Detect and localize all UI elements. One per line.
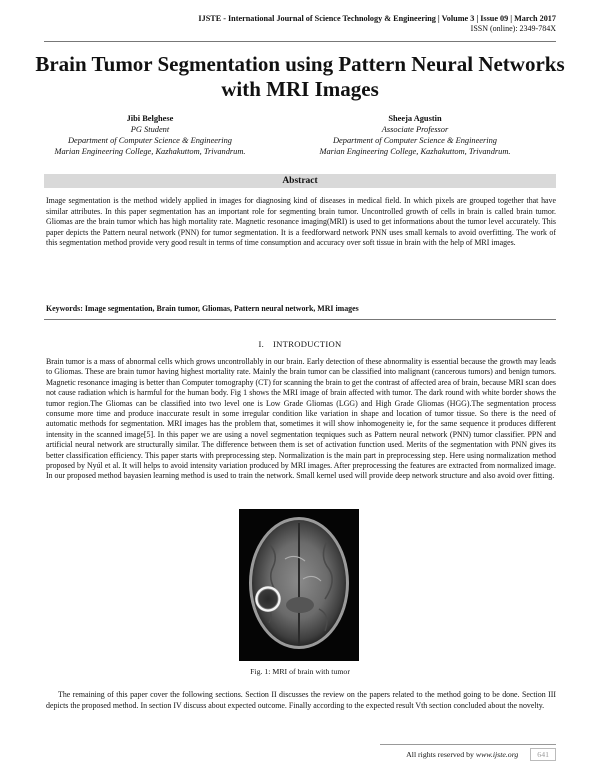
figure-caption: Fig. 1: MRI of brain with tumor <box>250 667 350 676</box>
author-block-2 <box>310 113 520 157</box>
issn: ISSN (online): 2349-784X <box>470 24 556 33</box>
closing-paragraph: The remaining of this paper cover the following sections. Section II discusses the review on the papers related to the method going to be done. Section III depicts the proposed method. In section IV discuss about expected outcome. Finally according to the expected result Vth section concluded about the novelty. <box>46 690 556 710</box>
abstract-heading: Abstract <box>44 174 556 188</box>
paper-title: Brain Tumor Segmentation using Pattern Neural Networks with MRI Images <box>35 52 565 101</box>
author-role: PG Student <box>130 125 170 134</box>
keywords <box>46 304 556 315</box>
footer-rule <box>380 744 556 745</box>
journal-site-link[interactable]: www.ijste.org <box>475 750 519 759</box>
figure-mri-image <box>239 509 359 661</box>
rights-text: All rights reserved by <box>406 750 476 759</box>
author-college: Marian Engineering College, Kazhakuttom, Trivandrum. <box>319 147 511 156</box>
mri-brain-image <box>239 509 359 661</box>
author-block-1 <box>50 113 250 157</box>
keywords-label: Keywords: <box>46 304 83 313</box>
author-name: Sheeja Agustin <box>388 114 442 123</box>
author-college: Marian Engineering College, Kazhakuttom, Trivandrum. <box>54 147 246 156</box>
author-role: Associate Professor <box>381 125 449 134</box>
journal-title: IJSTE - International Journal of Science Technology & Engineering | Volume 3 | Issue 09 | March 2017 <box>198 14 556 23</box>
author-dept: Department of Computer Science & Engineering <box>68 136 232 145</box>
author-dept: Department of Computer Science & Engineering <box>333 136 497 145</box>
header-rule <box>44 41 556 42</box>
abstract-text: Image segmentation is the method widely applied in images for diagnosing kind of diseases in medical field. In which pixels are grouped together that have similar attributes. In this paper segmentation has an important role for segmenting brain tumor. Uncontrolled growth of cells in brain is called brain tumor. Gliomas are the brain tumor which has high mortality rate. Magnetic resonance imaging(MRI) is used to get informations about the tumor level accurately. This paper depicts the Pattern neural network (PNN) for tumor segmentation. It is a feedforward network PNN uses small kernals to avoid overfitting. The work of this segmentation method provide very good result in terms of time consumption and accuracy over soft tissue in brain with the help of MRI images. <box>46 196 556 247</box>
page-number: 641 <box>530 748 556 761</box>
section-heading-introduction: I. INTRODUCTION <box>258 339 342 349</box>
page-footer <box>406 748 556 761</box>
keywords-list: Image segmentation, Brain tumor, Gliomas, Pattern neural network, MRI images <box>84 304 359 313</box>
abstract-rule <box>44 319 556 320</box>
journal-header <box>198 14 556 33</box>
introduction-text: Brain tumor is a mass of abnormal cells which grows uncontrollably in our brain. Early detection of these abnormality is essential because the growth may leads to Gliomas. These are brain tumor having highest mortality rate. Mainly the brain tumor can be classified into malignant (cancerous tumors) and benign tumors. Magnetic resonance imaging is better than Computer tomography (CT) for scanning the brain to get the contrast of affected area of brain, because MRI scan does not cause radiation which is harmful for the human body. Fig 1 shows the MRI image of brain affected with tumor. The dark round with white border shows the tumor region.The Gliomas can be classified into two level one is Low Grade Gliomas (LGG) and High Grade Gliomas (HGG).The segmentation process consume more time and produce inaccurate result in some irregular condition like variation in shape and location of tumor tissue. So there is the need of automatic methods for segmentation. MRI images has the problem that, sometimes it will show inhomogeneity ie, for the same sequence it produces different intensity in the scanned image[5]. In this paper we are using a novel segmentation teqniques such as Pattern neural network (PNN) tumor classifier. PPN and artificial neural network are structurally similar. The difference between them is set of activation function used. Merits of the segmentation with PNN gives its better classification efficiency. This paper starts with preprocessing step. Normalization is the main part in preprocessing step. Here using normalization method proposed by Nyúl et al. It will helps to avoid intensity variation produced by MRI images. After preprocessing the features are extracted from normalized image. In our proposed method bayasien learning method is used to train the network. Small kernel used will provide deep network structure and also avoid over fitting. <box>46 357 556 481</box>
author-name: Jibi Belghese <box>126 114 174 123</box>
